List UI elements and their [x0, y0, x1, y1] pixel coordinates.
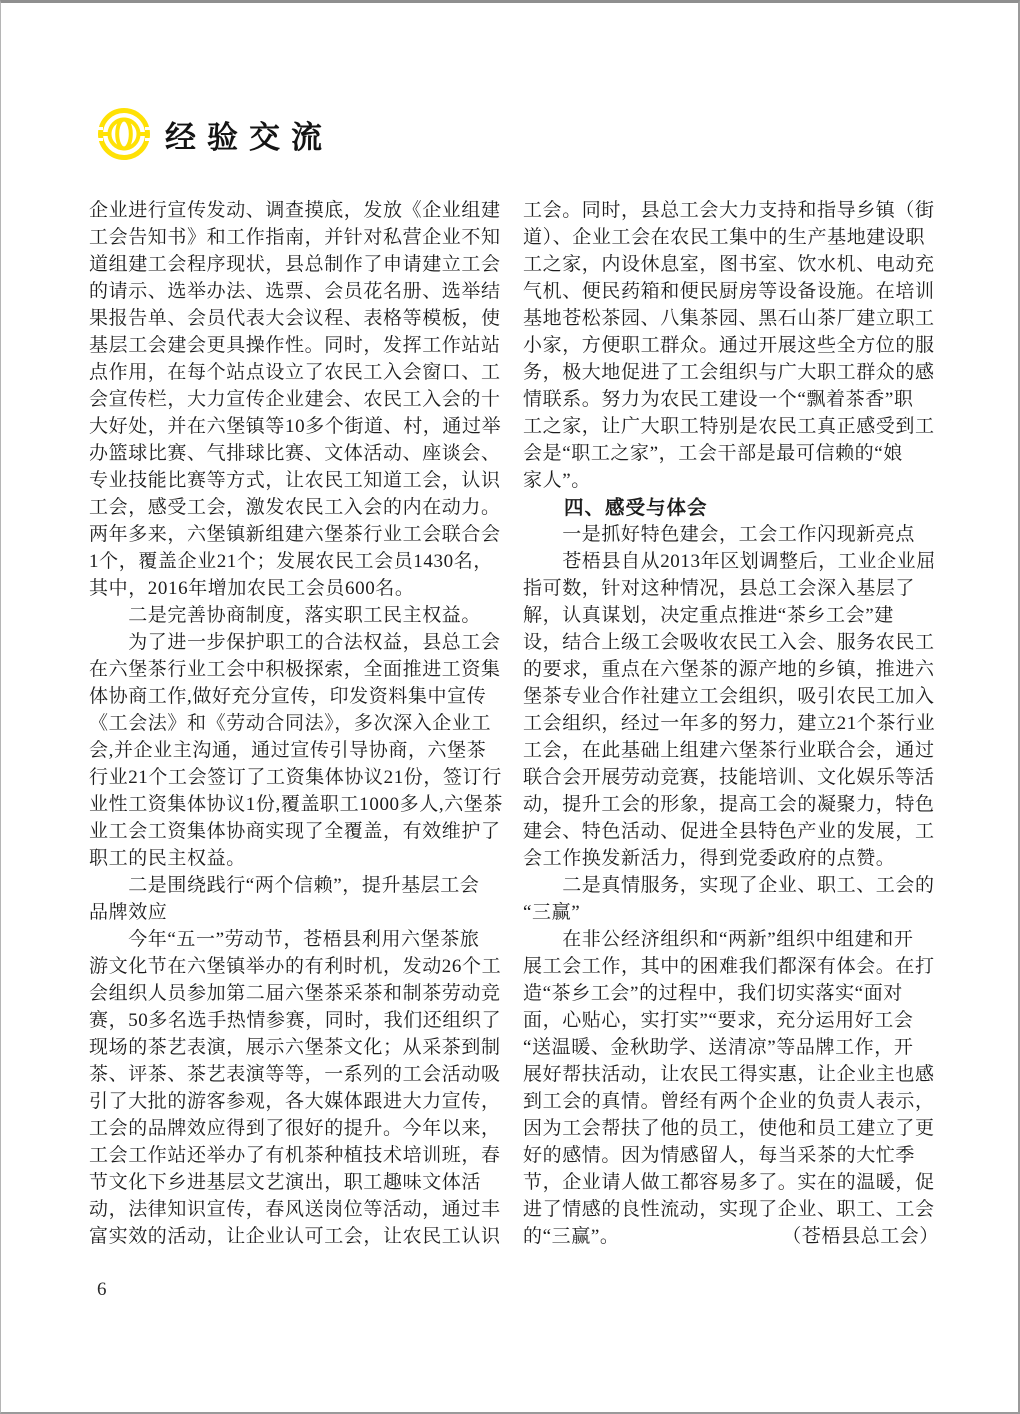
text-line: 引了大批的游客参观，各大媒体跟进大力宣传，	[89, 1091, 501, 1112]
closing-line	[523, 1223, 939, 1250]
text-line: 工会，感受工会，激发农民工入会的内在动力。	[89, 497, 501, 518]
text-line: 企业进行宣传发动、调查摸底，发放《企业组建	[89, 200, 501, 221]
text-line: 动，提升工会的形象，提高工会的凝聚力，特色	[523, 794, 935, 815]
section-title: 经验交流	[165, 119, 333, 156]
text-line: 会是“职工之家”，工会干部是最可信赖的“娘	[523, 443, 903, 464]
text-line: 工会组织，经过一年多的努力，建立21个茶行业	[523, 713, 936, 734]
text-line: 工会工作站还举办了有机茶种植技术培训班，春	[89, 1145, 501, 1166]
text-line: 好的感情。因为情感留人，每当采茶的大忙季	[523, 1145, 916, 1166]
attribution: （苍梧县总工会）	[782, 1226, 939, 1247]
text-line: 指可数，针对这种情况，县总工会深入基层了	[523, 578, 916, 599]
text-line: 茶、评茶、茶艺表演等等，一系列的工会活动吸	[89, 1064, 501, 1085]
text-line: 节，企业请人做工都容易多了。实在的温暖，促	[523, 1172, 935, 1193]
text-line: 今年“五一”劳动节，苍梧县利用六堡茶旅	[89, 929, 480, 950]
article-right-column	[523, 197, 939, 1250]
text-line: 专业技能比赛等方式，让农民工知道工会，认识	[89, 470, 501, 491]
article-left-column	[89, 197, 505, 1250]
text-line: 工之家，让广大职工特别是农民工真正感受到工	[523, 416, 935, 437]
text-line: 游文化节在六堡镇举办的有利时机，发动26个工	[89, 956, 502, 977]
text-line: 建会、特色活动、促进全县特色产业的发展，工	[523, 821, 935, 842]
text-line: 道）、企业工会在农民工集中的生产基地建设职	[523, 227, 926, 248]
text-line: 点作用，在每个站点设立了农民工入会窗口、工	[89, 362, 501, 383]
page-header	[97, 107, 333, 161]
text-line: 设，结合上级工会吸收农民工入会、服务农民工	[523, 632, 935, 653]
text-line: 行业21个工会签订了工资集体协议21份，签订行	[89, 767, 502, 788]
text-line: 会,并企业主沟通，通过宣传引导协商，六堡茶	[89, 740, 487, 761]
text-line: 现场的茶艺表演，展示六堡茶文化；从采茶到制	[89, 1037, 501, 1058]
text-line: 体协商工作,做好充分宣传，印发资料集中宣传	[89, 686, 487, 707]
text-line: 到工会的真情。曾经有两个企业的负责人表示，	[523, 1091, 935, 1112]
text-line: 会宣传栏，大力宣传企业建会、农民工入会的十	[89, 389, 501, 410]
text-line: 展好帮扶活动，让农民工得实惠，让企业主也感	[523, 1064, 935, 1085]
text-line: 二是真情服务，实现了企业、职工、工会的	[523, 875, 935, 896]
section-heading: 四、感受与体会	[523, 496, 708, 519]
text-line: 工之家，内设休息室，图书室、饮水机、电动充	[523, 254, 935, 275]
text-line: 节文化下乡进基层文艺演出，职工趣味文体活	[89, 1172, 482, 1193]
text-line: 赛，50多名选手热情参赛，同时，我们还组织了	[89, 1010, 502, 1031]
text-line: 为了进一步保护职工的合法权益，县总工会	[89, 632, 501, 653]
trade-union-emblem-icon	[97, 107, 151, 161]
text-line: 会工作换发新活力，得到党委政府的点赞。	[523, 848, 896, 869]
text-line: 道组建工会程序现状，县总制作了申请建立工会	[89, 254, 501, 275]
text-line: 办篮球比赛、气排球比赛、文体活动、座谈会、	[89, 443, 501, 464]
text-line: 动，法律知识宣传，春风送岗位等活动，通过丰	[89, 1199, 501, 1220]
text-line: 富实效的活动，让企业认可工会，让农民工认识	[89, 1226, 501, 1247]
text-line: “三赢”	[523, 902, 581, 923]
text-line: 二是围绕践行“两个信赖”，提升基层工会	[89, 875, 480, 896]
text-line: 业性工资集体协议1份,覆盖职工1000多人,六堡茶	[89, 794, 504, 815]
text-line: 堡茶专业合作社建立工会组织，吸引农民工加入	[523, 686, 935, 707]
text-line: 因为工会帮扶了他的员工，使他和员工建立了更	[523, 1118, 935, 1139]
text-line: 果报告单、会员代表大会议程、表格等模板，使	[89, 308, 501, 329]
text-line: 小家，方便职工群众。通过开展这些全方位的服	[523, 335, 935, 356]
text-line: 工会，在此基础上组建六堡茶行业联合会，通过	[523, 740, 935, 761]
closing-text: 的“三赢”。	[523, 1226, 620, 1247]
text-line: 《工会法》和《劳动合同法》，多次深入企业工	[89, 713, 492, 734]
text-line: 在六堡茶行业工会中积极探索，全面推进工资集	[89, 659, 501, 680]
text-line: 会组织人员参加第二届六堡茶采茶和制茶劳动竞	[89, 983, 501, 1004]
text-line: 进了情感的良性流动，实现了企业、职工、工会	[523, 1199, 935, 1220]
text-line: 职工的民主权益。	[89, 848, 246, 869]
text-line: 的要求，重点在六堡茶的源产地的乡镇，推进六	[523, 659, 935, 680]
text-line: 务，极大地促进了工会组织与广大职工群众的感	[523, 362, 935, 383]
text-line: 大好处，并在六堡镇等10多个街道、村，通过举	[89, 416, 502, 437]
text-line: 一是抓好特色建会，工会工作闪现新亮点	[523, 524, 916, 545]
text-line: 展工会工作，其中的困难我们都深有体会。在打	[523, 956, 935, 977]
page-number: 6	[97, 1279, 107, 1300]
text-line: 基层工会建会更具操作性。同时，发挥工作站站	[89, 335, 501, 356]
text-line: 气机、便民药箱和便民厨房等设备设施。在培训	[523, 281, 935, 302]
text-line: 基地苍松茶园、八集茶园、黑石山茶厂建立职工	[523, 308, 935, 329]
text-line: 解，认真谋划，决定重点推进“茶乡工会”建	[523, 605, 894, 626]
text-line: 苍梧县自从2013年区划调整后，工业企业屈	[523, 551, 936, 572]
text-line: 品牌效应	[89, 902, 168, 923]
text-line: 工会的品牌效应得到了很好的提升。今年以来，	[89, 1118, 501, 1139]
text-line: 面，心贴心，实打实”“要求，充分运用好工会	[523, 1010, 914, 1031]
text-line: 其中，2016年增加农民工会员600名。	[89, 578, 415, 599]
text-line: 两年多来，六堡镇新组建六堡茶行业工会联合会	[89, 524, 501, 545]
text-line: 联合会开展劳动竞赛，技能培训、文化娱乐等活	[523, 767, 935, 788]
text-line: 在非公经济组织和“两新”组织中组建和开	[523, 929, 914, 950]
text-line: 造“茶乡工会”的过程中，我们切实落实“面对	[523, 983, 903, 1004]
text-line: 业工会工资集体协商实现了全覆盖，有效维护了	[89, 821, 501, 842]
text-line: 家人”。	[523, 470, 591, 491]
text-line: 工会。同时，县总工会大力支持和指导乡镇（街	[523, 200, 935, 221]
text-line: “送温暖、金秋助学、送清凉”等品牌工作，开	[523, 1037, 914, 1058]
text-line: 二是完善协商制度，落实职工民主权益。	[89, 605, 482, 626]
text-line: 情联系。努力为农民工建设一个“飘着茶香”职	[523, 389, 914, 410]
text-line: 1个，覆盖企业21个；发展农民工会员1430名，	[89, 551, 493, 572]
text-line: 工会告知书》和工作指南，并针对私营企业不知	[89, 227, 501, 248]
text-line: 的请示、选举办法、选票、会员花名册、选举结	[89, 281, 501, 302]
